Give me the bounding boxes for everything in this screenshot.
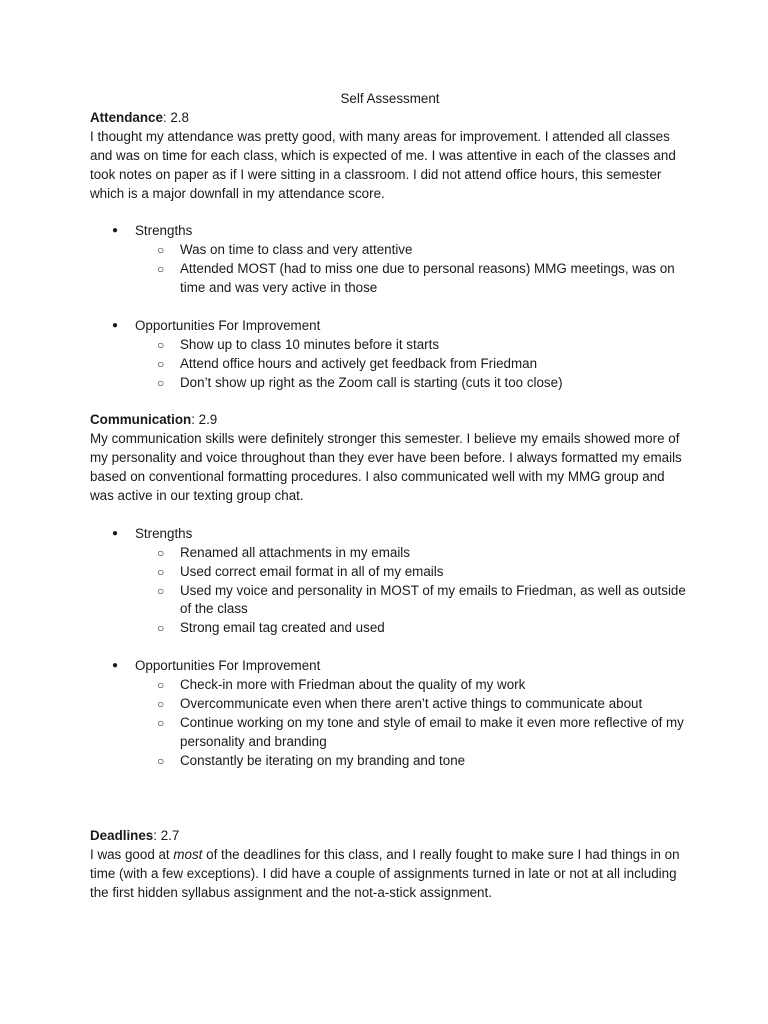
bullet-icon: ● xyxy=(112,527,119,539)
section-paragraph-deadlines xyxy=(90,846,690,903)
sub-bullet-item xyxy=(135,676,690,695)
sub-bullet-item xyxy=(135,752,690,771)
sub-bullet-text: Attended MOST (had to miss one due to personal reasons) MMG meetings, was on time and was very active in those xyxy=(180,261,675,296)
sub-bullet-text: Attend office hours and actively get feedback from Friedman xyxy=(180,355,538,371)
document-title: Self Assessment xyxy=(340,91,440,106)
bullet-icon: ● xyxy=(112,225,119,237)
section-paragraph-attendance xyxy=(90,128,690,204)
section-heading-label: Attendance xyxy=(90,109,163,125)
bullet-label: Strengths xyxy=(135,525,193,541)
bullet-item-opportunities-for-improvement xyxy=(90,317,690,393)
circle-bullet-icon: ○ xyxy=(157,715,165,730)
sub-bullet-list xyxy=(135,336,690,393)
section-score: : 2.9 xyxy=(191,412,218,428)
blank-line xyxy=(90,808,690,827)
blank-line xyxy=(90,392,690,411)
sub-bullet-item xyxy=(135,714,690,752)
sub-bullet-text: Used my voice and personality in MOST of my emails to Friedman, as well as outside of the class xyxy=(180,582,686,617)
bullet-icon: ● xyxy=(112,319,119,331)
circle-bullet-icon: ○ xyxy=(157,337,165,352)
blank-line xyxy=(90,638,690,657)
sub-bullet-item xyxy=(135,336,690,355)
sub-bullet-text: Check-in more with Friedman about the quality of my work xyxy=(180,677,526,693)
document-body xyxy=(90,109,690,903)
bullet-item-strengths xyxy=(90,525,690,638)
sub-bullet-list xyxy=(135,676,690,771)
bullet-label: Opportunities For Improvement xyxy=(135,658,321,674)
bullet-list xyxy=(90,317,690,393)
sub-bullet-text: Was on time to class and very attentive xyxy=(180,242,413,258)
sub-bullet-item xyxy=(135,582,690,620)
bullet-item-opportunities-for-improvement xyxy=(90,657,690,770)
sub-bullet-item xyxy=(135,563,690,582)
paragraph-text: I thought my attendance was pretty good, with many areas for improvement. I attended all classes and was on time for each class, which is expected of me. I was attentive in each of the classes and took notes on paper as if I were sitting in a classroom. I did not attend office hours, this semester which is a major downfall in my attendance score. xyxy=(90,128,676,201)
section-heading-label: Communication xyxy=(90,412,192,428)
circle-bullet-icon: ○ xyxy=(157,753,165,768)
sub-bullet-list xyxy=(135,544,690,639)
blank-line xyxy=(90,771,690,790)
bullet-label: Strengths xyxy=(135,223,193,239)
circle-bullet-icon: ○ xyxy=(157,621,165,636)
paragraph-text: I was good at xyxy=(90,847,174,863)
sub-bullet-text: Don’t show up right as the Zoom call is starting (cuts it too close) xyxy=(180,374,563,390)
sub-bullet-item xyxy=(135,374,690,393)
blank-line xyxy=(90,203,690,222)
sub-bullet-item xyxy=(135,619,690,638)
sub-bullet-text: Strong email tag created and used xyxy=(180,620,385,636)
circle-bullet-icon: ○ xyxy=(157,564,165,579)
emphasis-text: most xyxy=(173,847,203,863)
section-heading-attendance xyxy=(90,109,690,128)
section-heading-label: Deadlines xyxy=(90,828,154,844)
circle-bullet-icon: ○ xyxy=(157,545,165,560)
sub-bullet-item xyxy=(135,241,690,260)
sub-bullet-text: Renamed all attachments in my emails xyxy=(180,544,410,560)
sub-bullet-item xyxy=(135,544,690,563)
sub-bullet-list xyxy=(135,241,690,298)
circle-bullet-icon: ○ xyxy=(157,262,165,277)
blank-line xyxy=(90,789,690,808)
blank-line xyxy=(90,506,690,525)
bullet-list xyxy=(90,525,690,638)
paragraph-text: My communication skills were definitely stronger this semester. I believe my emails showed more of my personality and voice throughout than they ever have been before. I always formatted my emails based on conventional formatting procedures. I also communicated well with my MMG group and was active in our texting group chat. xyxy=(90,431,682,503)
section-heading-deadlines xyxy=(90,827,690,846)
circle-bullet-icon: ○ xyxy=(157,375,165,390)
sub-bullet-item xyxy=(135,695,690,714)
bullet-list xyxy=(90,222,690,298)
sub-bullet-item xyxy=(135,260,690,298)
bullet-list xyxy=(90,657,690,770)
blank-line xyxy=(90,298,690,317)
sub-bullet-text: Show up to class 10 minutes before it starts xyxy=(180,336,440,352)
bullet-item-strengths xyxy=(90,222,690,298)
section-heading-communication xyxy=(90,411,690,430)
section-score: : 2.7 xyxy=(153,828,180,844)
section-score: : 2.8 xyxy=(162,109,189,125)
paragraph-text: of the deadlines for this class, and I really fought to make sure I had things in on time (with a few exceptions). I did have a couple of assignments turned in late or not at all including the first hidden syllabus assignment and the not-a-stick assignment. xyxy=(90,847,680,900)
sub-bullet-text: Overcommunicate even when there aren’t active things to communicate about xyxy=(180,695,643,711)
circle-bullet-icon: ○ xyxy=(157,243,165,258)
bullet-icon: ● xyxy=(112,660,119,672)
circle-bullet-icon: ○ xyxy=(157,678,165,693)
section-paragraph-communication xyxy=(90,430,690,506)
sub-bullet-text: Used correct email format in all of my emails xyxy=(180,563,444,579)
bullet-label: Opportunities For Improvement xyxy=(135,317,321,333)
sub-bullet-text: Constantly be iterating on my branding and tone xyxy=(180,752,466,768)
circle-bullet-icon: ○ xyxy=(157,356,165,371)
sub-bullet-item xyxy=(135,355,690,374)
circle-bullet-icon: ○ xyxy=(157,696,165,711)
sub-bullet-text: Continue working on my tone and style of email to make it even more reflective of my personality and branding xyxy=(180,714,684,749)
document-page xyxy=(90,90,690,903)
circle-bullet-icon: ○ xyxy=(157,583,165,598)
